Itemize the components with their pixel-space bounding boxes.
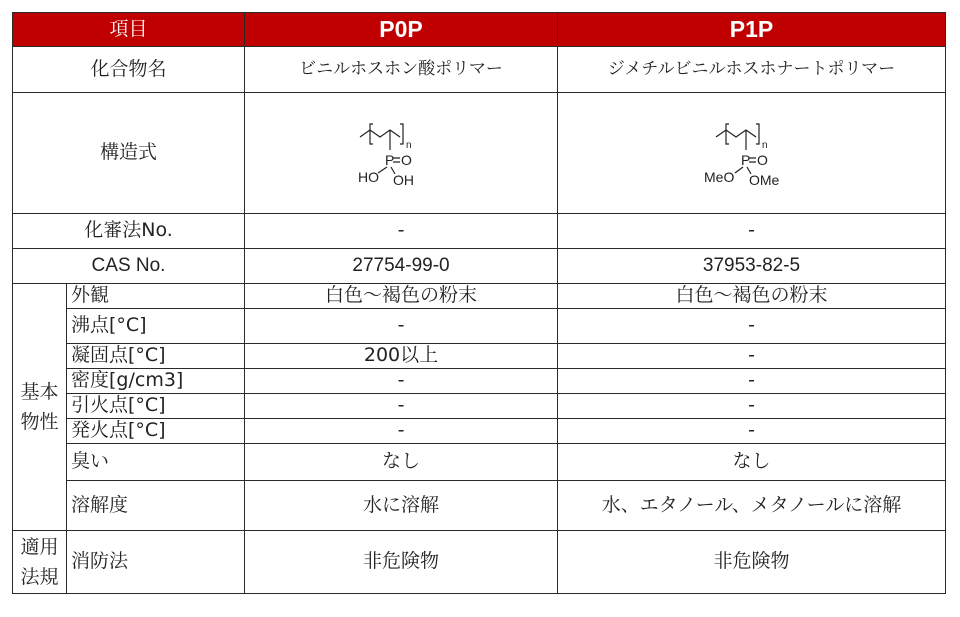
p1p-structure-formula [702, 110, 802, 192]
header-p0p: P0P [245, 13, 558, 47]
left-group: HO [358, 168, 380, 185]
p0p-density: - [245, 369, 558, 394]
row-structure [13, 93, 946, 214]
group-basic-properties [13, 284, 67, 531]
right-group: OMe [748, 171, 779, 188]
group-applicable-regulations [13, 531, 67, 594]
p1p-compound-name: ジメチルビニルホスホナートポリマー [558, 47, 946, 93]
phosphorus-atom: P [385, 151, 395, 168]
p0p-kashinho: - [245, 214, 558, 249]
p0p-solubility: 水に溶解 [245, 481, 558, 531]
p1p-kashinho: - [558, 214, 946, 249]
header-item: 項目 [13, 13, 245, 47]
row-boiling-point [13, 309, 946, 344]
oxygen-atom: O [401, 151, 412, 168]
row-density [13, 369, 946, 394]
group-label-line2: 法規 [20, 566, 59, 588]
header-p1p: P1P [558, 13, 946, 47]
p0p-flash-point: - [245, 394, 558, 419]
p1p-solubility: 水、エタノール、メタノールに溶解 [558, 481, 946, 531]
label-density: 密度[g/cm3] [67, 369, 245, 394]
p0p-compound-name: ビニルホスホン酸ポリマー [245, 47, 558, 93]
label-kashinho: 化審法No. [13, 214, 245, 249]
p0p-fire-service-act: 非危険物 [245, 531, 558, 594]
label-compound-name: 化合物名 [13, 47, 245, 93]
group-label-line1: 基本 [20, 380, 59, 403]
p0p-cas: 27754-99-0 [245, 249, 558, 284]
p1p-flash-point: - [558, 394, 946, 419]
label-boiling-point: 沸点[°C] [67, 309, 245, 344]
p1p-cas: 37953-82-5 [558, 249, 946, 284]
group-label-line1: 適用 [20, 535, 59, 558]
row-ignition-point [13, 419, 946, 444]
p1p-density: - [558, 369, 946, 394]
row-flash-point [13, 394, 946, 419]
group-label-line2: 物性 [20, 411, 59, 433]
p1p-boiling-point: - [558, 309, 946, 344]
p1p-structure [558, 93, 946, 214]
p1p-freezing-point: - [558, 344, 946, 369]
p0p-appearance: 白色～褐色の粉末 [245, 284, 558, 309]
row-solubility [13, 481, 946, 531]
header-row [13, 13, 946, 47]
subscript-n: n [761, 139, 768, 151]
row-fire-service-act [13, 531, 946, 594]
row-freezing-point [13, 344, 946, 369]
subscript-n: n [406, 139, 412, 151]
right-group: OH [393, 171, 415, 188]
p1p-appearance: 白色～褐色の粉末 [558, 284, 946, 309]
label-freezing-point: 凝固点[°C] [67, 344, 245, 369]
label-ignition-point: 発火点[°C] [67, 419, 245, 444]
p0p-ignition-point: - [245, 419, 558, 444]
p1p-fire-service-act: 非危険物 [558, 531, 946, 594]
label-flash-point: 引火点[°C] [67, 394, 245, 419]
p1p-ignition-point: - [558, 419, 946, 444]
oxygen-atom: O [756, 151, 768, 168]
label-structure: 構造式 [13, 93, 245, 214]
left-group: MeO [703, 168, 734, 185]
p0p-freezing-point: 200以上 [245, 344, 558, 369]
label-cas: CAS No. [13, 249, 245, 284]
properties-table [12, 12, 946, 594]
p0p-odor: なし [245, 444, 558, 481]
row-kashinho [13, 214, 946, 249]
phosphorus-atom: P [740, 151, 750, 168]
row-compound-name [13, 47, 946, 93]
row-odor [13, 444, 946, 481]
label-solubility: 溶解度 [67, 481, 245, 531]
label-odor: 臭い [67, 444, 245, 481]
p0p-structure [245, 93, 558, 214]
label-appearance: 外観 [67, 284, 245, 309]
p1p-odor: なし [558, 444, 946, 481]
p0p-structure-formula [356, 110, 446, 192]
p0p-boiling-point: - [245, 309, 558, 344]
row-appearance [13, 284, 946, 309]
label-fire-service-act: 消防法 [67, 531, 245, 594]
row-cas [13, 249, 946, 284]
